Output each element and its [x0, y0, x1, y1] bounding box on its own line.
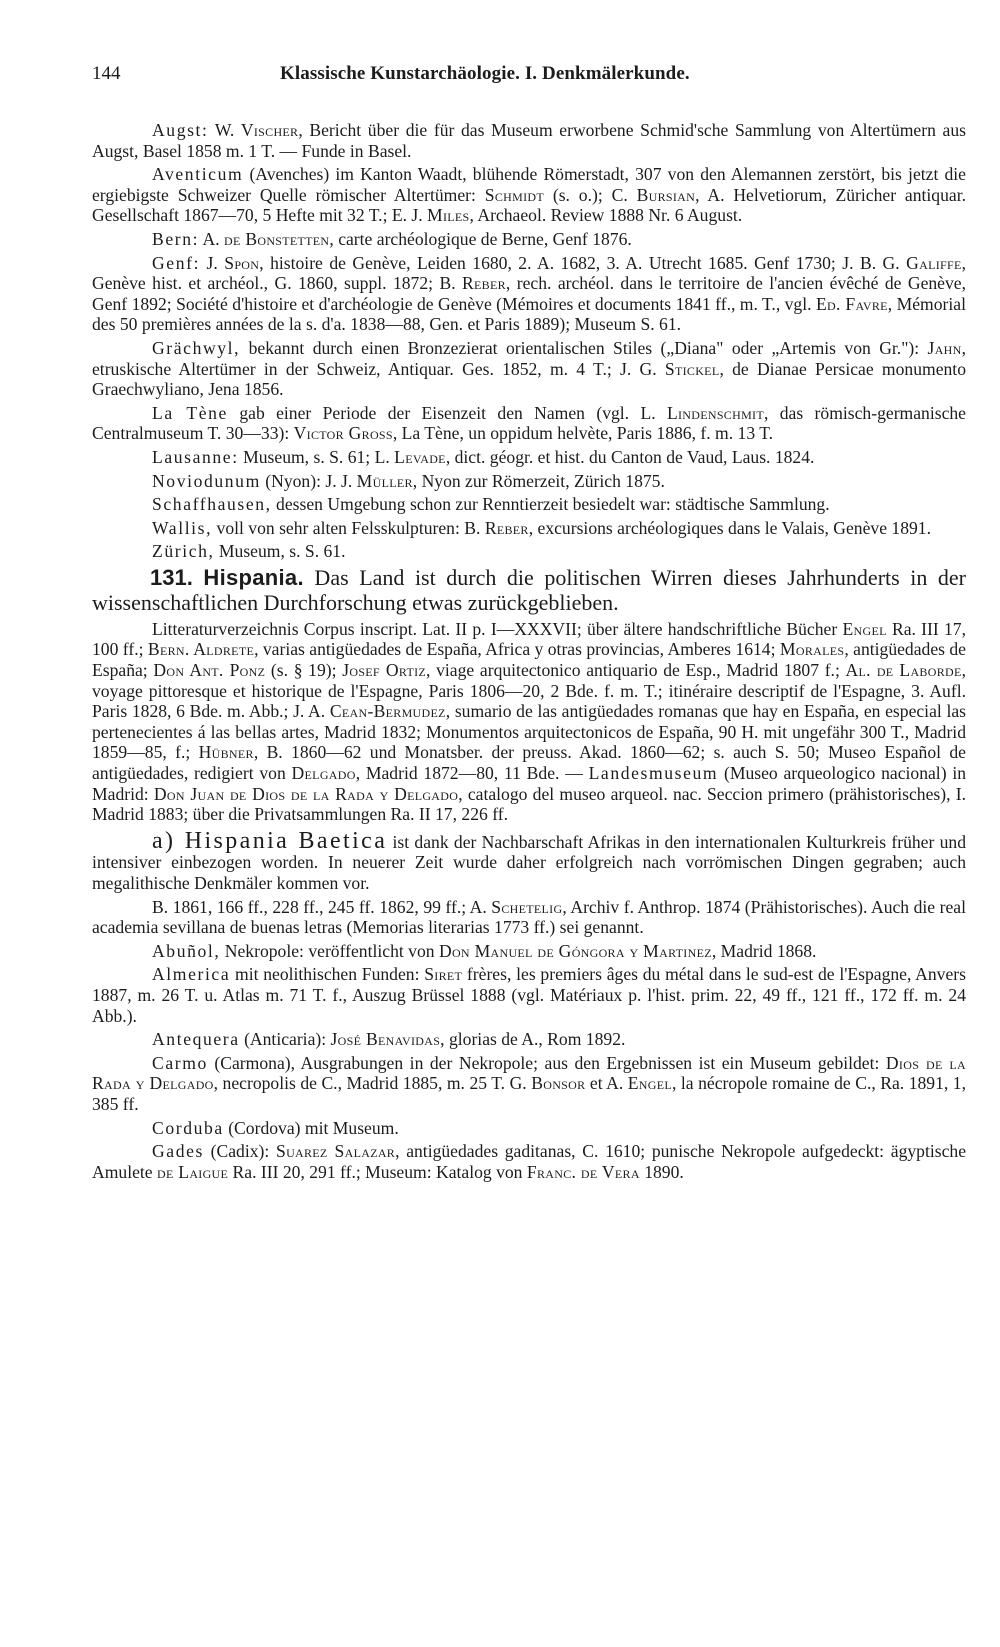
author-name: Victor Gross — [293, 423, 393, 444]
entry-place: Zürich, — [152, 541, 215, 562]
entry-place: Bern: — [152, 228, 200, 249]
author-name: Josef Ortiz — [342, 660, 427, 681]
entry-carmo: Carmo (Carmona), Ausgrabungen in der Nekropole; aus den Ergebnissen ist ein Museum gebildet: Dios de la Rada y Delgado, necropolis de C., Madrid 1885, m. 25 T. G. Bonsor et A. Engel, la nécropole romaine de C., Ra. 1891, 1, 385 ff. — [92, 1052, 966, 1114]
entry-place: Carmo — [152, 1052, 208, 1073]
entry-place: Abuñol, — [152, 940, 221, 961]
author-name: Reber — [462, 273, 506, 294]
entry-place: Gades — [152, 1141, 204, 1162]
author-name: Müller — [356, 470, 413, 491]
author-name: Miles — [427, 205, 470, 226]
author-name: Schetelig — [491, 896, 563, 917]
entry-lausanne: Lausanne: Museum, s. S. 61; L. Levade, dict. géogr. et hist. du Canton de Vaud, Laus. 1824. — [152, 446, 815, 467]
entry-zuerich: Zürich, Museum, s. S. 61. — [152, 541, 346, 562]
entry-antequera: Antequera (Anticaria): José Benavidas, glorias de A., Rom 1892. — [152, 1029, 626, 1050]
author-name: Stickel — [664, 358, 720, 379]
entry-aventicum: Aventicum (Avenches) im Kanton Waadt, blühende Römerstadt, 307 von den Alemannen zerstört, bis jetzt die ergiebigste Schweizer Quelle römischer Altertümer: Schmidt (s. o.); C. Bursian, A. Helvetiorum, Züricher antiquar. Gesellschaft 1867—70, 5 Hefte mit 32 T.; E. J. Miles, Archaeol. Review 1888 Nr. 6 August. — [92, 164, 966, 226]
author-name: Don Manuel de Góngora y Martinez — [438, 940, 712, 961]
entry-noviodunum: Noviodunum (Nyon): J. J. Müller, Nyon zur Römerzeit, Zürich 1875. — [152, 470, 665, 491]
section-heading: Hispania. — [203, 564, 304, 590]
entry-place: Grächwyl, — [152, 337, 241, 358]
author-name: Bern. Aldrete — [147, 639, 255, 660]
page-body — [92, 120, 966, 1185]
author-name: Don Ant. Ponz — [153, 660, 266, 681]
author-name: Bursian — [636, 184, 696, 205]
entry-place: Corduba — [152, 1117, 224, 1138]
author-name: Engel — [842, 618, 887, 639]
baetica-literature: B. 1861, 166 ff., 228 ff., 245 ff. 1862, 99 ff.; A. Schetelig, Archiv f. Anthrop. 1874 (Prähistorisches). Auch die real academia sevillana de buenas letras (Memorias literarias 1773 ff.) sei genannt. — [92, 896, 966, 938]
author-name: Don Juan de Dios de la Rada y Delgado — [153, 783, 459, 804]
entry-corduba: Corduba (Cordova) mit Museum. — [152, 1117, 399, 1138]
author-name: Suarez Salazar — [275, 1141, 396, 1162]
section-number: 131. — [150, 564, 193, 590]
author-name: Galiffe — [906, 252, 962, 273]
author-name: Spon — [224, 252, 260, 273]
author-name: Morales — [779, 639, 845, 660]
author-name: Cean-Bermudez — [329, 701, 446, 722]
spaced-term: Landesmuseum — [588, 763, 719, 784]
subsection-baetica: a) Hispania Baetica ist dank der Nachbarschaft Afrikas in den internationalen Kulturkreis früher und intensiver einbezogen worden. In neuerer Zeit wurde daher erfolgreich nach vorrömischen Dingen gegraben; auch megalithische Denkmäler kommen vor. — [92, 827, 967, 893]
author-name: Lindenschmit — [666, 402, 764, 423]
author-name: Delgado — [291, 763, 356, 784]
author-name: Dios de la Rada y Delgado — [92, 1052, 966, 1094]
author-name: Bonsor — [531, 1073, 586, 1094]
author-name: de Bonstetten — [224, 228, 330, 249]
entry-wallis: Wallis, voll von sehr alten Felsskulpturen: B. Reber, excursions archéologiques dans le Valais, Genève 1891. — [152, 517, 931, 538]
entry-place: Genf: — [152, 252, 201, 273]
author-name: José Benavidas — [330, 1029, 441, 1050]
author-name: de Laigue — [156, 1161, 229, 1182]
entry-place: Almerica — [152, 964, 231, 985]
entry-abunol: Abuñol, Nekropole: veröffentlicht von Don Manuel de Góngora y Martinez, Madrid 1868. — [152, 940, 817, 961]
author-name: Franc. de Vera — [526, 1161, 640, 1182]
running-title: Klassische Kunstarchäologie. I. Denkmälerkunde. — [280, 63, 690, 84]
author-name: Vischer — [240, 120, 299, 140]
entry-la-tene: La Tène gab einer Periode der Eisenzeit den Namen (vgl. L. Lindenschmit, das römisch-germanische Centralmuseum T. 30—33): Victor Gross, La Tène, un oppidum helvète, Paris 1886, f. m. 13 T. — [92, 402, 966, 444]
entry-gades: Gades (Cadix): Suarez Salazar, antigüedades gaditanas, C. 1610; punische Nekropole aufgedeckt: ägyptische Amulete de Laigue Ra. III 20, 291 ff.; Museum: Katalog von Franc. de Vera 1890. — [92, 1141, 966, 1182]
author-name: Al. de Laborde — [845, 660, 962, 681]
subsection-heading: a) Hispania Baetica — [152, 827, 388, 854]
entry-place: Aventicum — [152, 164, 244, 185]
author-name: Reber — [484, 517, 529, 538]
entry-augst: Augst: W. Vischer, Bericht über die für das Museum erworbene Schmid'sche Sammlung von Altertümern aus Augst, Basel 1858 m. 1 T. — Funde in Basel. — [92, 120, 966, 161]
author-name: Siret — [424, 964, 463, 985]
entry-bern: Bern: A. de Bonstetten, carte archéologique de Berne, Genf 1876. — [152, 228, 632, 249]
author-name: Engel — [627, 1073, 672, 1094]
entry-place: Wallis, — [152, 517, 213, 538]
entry-graechwyl: Grächwyl, bekannt durch einen Bronzezierat orientalischen Stiles („Diana" oder „Artemis von Gr."): Jahn, etruskische Altertümer in der Schweiz, Antiquar. Ges. 1852, m. 4 T.; J. G. Stickel, de Dianae Persicae monumento Graechwyliano, Jena 1856. — [92, 337, 966, 400]
author-name: Schmidt — [484, 184, 544, 205]
entry-place: La Tène — [152, 402, 228, 423]
entry-place: Lausanne: — [152, 446, 239, 467]
page-number: 144 — [92, 63, 121, 84]
entry-place: Augst: — [152, 120, 209, 140]
author-name: Ed. Favre — [815, 293, 888, 314]
entry-place: Noviodunum — [152, 470, 261, 491]
entry-genf: Genf: J. Spon, histoire de Genève, Leiden 1680, 2. A. 1682, 3. A. Utrecht 1685. Genf 1730; J. B. G. Galiffe, Genève hist. et archéol., G. 1860, suppl. 1872; B. Reber, rech. archéol. dans le territoire de l'ancien évêché de Genève, Genf 1892; Société d'histoire et d'archéologie de Genève (Mémoires et documents 1841 ff., m. T., vgl. Ed. Favre, Mémorial des 50 premières années de la s. d'a. 1838—88, Gen. et Paris 1889); Museum S. 61. — [92, 252, 966, 335]
entry-place: Schaffhausen, — [152, 494, 272, 515]
entry-place: Antequera — [152, 1029, 240, 1050]
section-literature: Litteraturverzeichnis Corpus inscript. Lat. II p. I—XXXVII; über ältere handschriftliche Bücher Engel Ra. III 17, 100 ff.; Bern. Aldrete, varias antigüedades de España, Africa y otras provincias, Amberes 1614; Morales, antigüedades de España; Don Ant. Ponz (s. § 19); Josef Ortiz, viage arquitectonico antiquario de Esp., Madrid 1807 f.; Al. de Laborde, voyage pittoresque et historique de l'Espagne, Paris 1806—20, 2 Bde. f. m. T.; itinéraire descriptif de l'Espagne, 3. Aufl. Paris 1828, 6 Bde. m. Abb.; J. A. Cean-Bermudez, sumario de las antigüedades romanas que hay en España, en especial las pertenecientes á las bellas artes, Madrid 1832; Monumentos arquitectonicos de España, 90 H. mit ungefähr 300 T., Madrid 1859—85, f.; Hübner, B. 1860—62 und Monatsber. der preuss. Akad. 1860—62; s. auch S. 50; Museo Español de antigüedades, redigiert von Delgado, Madrid 1872—80, 11 Bde. — Landesmuseum (Museo arqueologico nacional) in Madrid: Don Juan de Dios de la Rada y Delgado, catalogo del museo arqueol. nac. Seccion primero (prähistorisches), I. Madrid 1883; über die Privatsammlungen Ra. II 17, 226 ff. — [92, 618, 967, 825]
entry-almerica: Almerica mit neolithischen Funden: Siret frères, les premiers âges du métal dans le sud-est de l'Espagne, Anvers 1887, m. 26 T. u. Atlas m. 71 T. f., Auszug Brüssel 1888 (vgl. Matériaux p. l'hist. prim. 22, 49 ff., 121 ff., 172 ff. m. 24 Abb.). — [92, 964, 966, 1026]
section-intro: 131. Hispania. Das Land ist durch die politischen Wirren dieses Jahrhunderts in der wissenschaftlichen Durchforschung etwas zurückgeblieben. — [92, 564, 966, 615]
author-name: Levade — [394, 446, 446, 467]
author-name: Hübner — [198, 742, 254, 763]
author-name: Jahn — [927, 337, 962, 358]
entry-schaffhausen: Schaffhausen, dessen Umgebung schon zur Renntierzeit besiedelt war: städtische Sammlung. — [152, 494, 830, 515]
